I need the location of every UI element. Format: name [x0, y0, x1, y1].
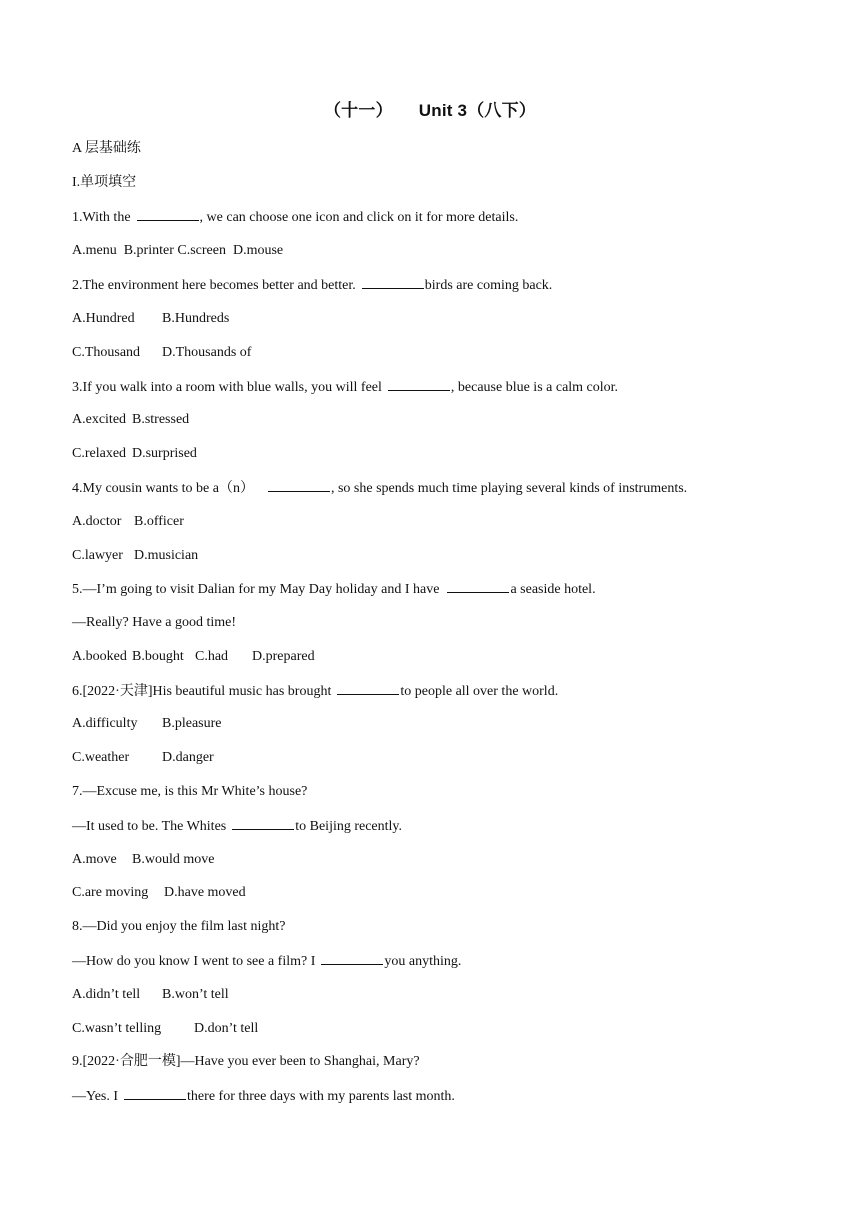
- q4-stem-post: , so she spends much time playing several kinds of instruments.: [330, 481, 688, 496]
- option: A.move: [72, 852, 117, 867]
- option: A.didn’t tell: [72, 987, 141, 1002]
- q5-options: [72, 648, 315, 666]
- q7-reply: [72, 817, 402, 836]
- q5-stem-pre: 5.—I’m going to visit Dalian for my May Day holiday and I have: [72, 582, 440, 597]
- q2-options-ab: [72, 310, 229, 328]
- question-1: [72, 208, 518, 227]
- title-number: （十一）: [323, 101, 393, 120]
- option: B.would move: [132, 852, 215, 867]
- q6-stem-post: to people all over the world.: [400, 684, 559, 699]
- q3-stem-pre: 3.If you walk into a room with blue walls, you will feel: [72, 380, 382, 395]
- option: C.Thousand: [72, 345, 141, 360]
- q2-options-cd: [72, 344, 251, 362]
- question-5: [72, 580, 596, 599]
- answer-blank: [337, 682, 399, 695]
- answer-blank: [447, 580, 509, 593]
- option: B.printer: [123, 243, 174, 258]
- question-8: 8.—Did you enjoy the film last night?: [72, 919, 286, 934]
- q6-options-cd: [72, 749, 214, 767]
- option: A.difficulty: [72, 716, 138, 731]
- answer-blank: [124, 1087, 186, 1100]
- question-3: [72, 378, 618, 397]
- answer-blank: [388, 378, 450, 391]
- option: A.booked: [72, 649, 127, 664]
- answer-blank: [362, 276, 424, 289]
- q1-stem-post: , we can choose one icon and click on it for more details.: [199, 210, 519, 225]
- option: C.had: [195, 649, 229, 664]
- part-heading: I.单项填空: [72, 175, 137, 190]
- section-heading: A 层基础练: [72, 141, 141, 156]
- option: B.pleasure: [162, 716, 222, 731]
- q8-reply: [72, 952, 461, 971]
- q4-options-ab: [72, 513, 184, 531]
- q6-stem-pre: 6.[2022·天津]His beautiful music has brought: [72, 684, 332, 699]
- answer-blank: [321, 952, 383, 965]
- option: B.bought: [132, 649, 184, 664]
- option: B.stressed: [132, 412, 190, 427]
- option: C.wasn’t telling: [72, 1021, 162, 1036]
- q2-stem-pre: 2.The environment here becomes better and better.: [72, 278, 356, 293]
- answer-blank: [232, 817, 294, 830]
- q7-options-ab: [72, 851, 214, 869]
- option: C.are moving: [72, 885, 149, 900]
- q7-stem-post: to Beijing recently.: [295, 819, 403, 834]
- option: D.musician: [134, 548, 199, 563]
- answer-blank: [268, 479, 330, 492]
- option: C.relaxed: [72, 446, 127, 461]
- q3-options-ab: [72, 411, 189, 429]
- question-4: [72, 479, 687, 498]
- q9-stem-pre: —Yes. I: [72, 1089, 119, 1104]
- q7-options-cd: [72, 884, 246, 902]
- question-2: [72, 276, 552, 295]
- q3-options-cd: [72, 445, 197, 463]
- option: D.surprised: [132, 446, 197, 461]
- title-unit: Unit 3（八下）: [418, 101, 537, 120]
- option: A.Hundred: [72, 311, 135, 326]
- q8-stem-post: you anything.: [384, 954, 462, 969]
- q3-stem-post: , because blue is a calm color.: [450, 380, 619, 395]
- option: D.prepared: [252, 649, 315, 664]
- option: D.mouse: [232, 243, 284, 258]
- q4-stem-pre: 4.My cousin wants to be a（n）: [72, 481, 254, 496]
- q8-options-cd: [72, 1020, 258, 1038]
- option: B.officer: [134, 514, 184, 529]
- q9-reply: [72, 1087, 455, 1106]
- question-7: 7.—Excuse me, is this Mr White’s house?: [72, 784, 308, 799]
- q8-options-ab: [72, 986, 229, 1004]
- option: D.have moved: [164, 885, 246, 900]
- q8-stem-pre: —How do you know I went to see a film? I: [72, 954, 316, 969]
- option: C.weather: [72, 750, 130, 765]
- option: D.danger: [162, 750, 214, 765]
- q2-stem-post: birds are coming back.: [424, 278, 553, 293]
- q7-stem-pre: —It used to be. The Whites: [72, 819, 227, 834]
- option: D.don’t tell: [194, 1021, 259, 1036]
- q1-stem-pre: 1.With the: [72, 210, 131, 225]
- q1-options: [72, 242, 283, 260]
- option: B.Hundreds: [162, 311, 230, 326]
- option: B.won’t tell: [162, 987, 229, 1002]
- q9-stem-post: there for three days with my parents last month.: [187, 1089, 455, 1104]
- q5-stem-post: a seaside hotel.: [510, 582, 596, 597]
- question-9: 9.[2022·合肥一模]—Have you ever been to Shanghai, Mary?: [72, 1054, 420, 1069]
- answer-blank: [137, 208, 199, 221]
- q5-reply: —Really? Have a good time!: [72, 615, 237, 630]
- option: C.lawyer: [72, 548, 123, 563]
- option: D.Thousands of: [162, 345, 252, 360]
- option: A.doctor: [72, 514, 122, 529]
- q6-options-ab: [72, 715, 221, 733]
- q4-options-cd: [72, 547, 198, 565]
- option: A.menu: [72, 243, 117, 258]
- option: A.excited: [72, 412, 127, 427]
- option: C.screen: [177, 243, 226, 258]
- page-title: [0, 96, 860, 121]
- question-6: [72, 682, 558, 701]
